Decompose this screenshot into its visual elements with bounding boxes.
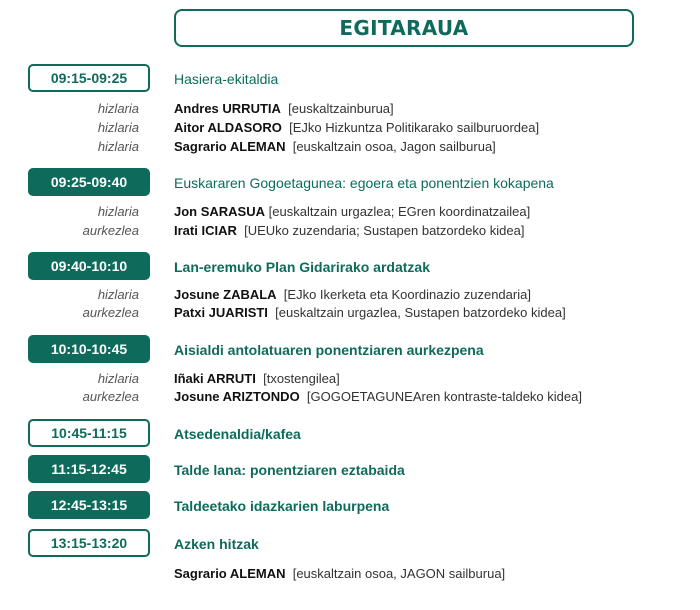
session-title-6: Talde lana: ponentziaren eztabaida [174,462,405,478]
session-title-5: Atsedenaldia/kafea [174,426,301,442]
speaker-name: Jon SARASUA [174,204,266,219]
session-title-4: Aisialdi antolatuaren ponentziaren aurkezpena [174,342,484,358]
speaker-desc: [txostengilea] [263,371,340,386]
speaker-line [174,371,340,386]
session-title-1: Hasiera-ekitaldia [174,71,279,87]
speaker-role: hizlaria [97,371,139,386]
speaker-desc: [euskaltzain urgazlea; EGren koordinatzailea] [268,204,531,219]
speaker-desc: [GOGOETAGUNEAren kontraste-taldeko kidea] [306,389,582,404]
session-title-3: Lan-eremuko Plan Gidarirako ardatzak [174,259,430,275]
speaker-desc: [UEUko zuzendaria; Sustapen batzordeko kidea] [244,223,525,238]
time-slot-5: 10:45-11:15 [28,419,150,447]
speaker-desc: [euskaltzainburua] [288,101,394,116]
time-slot-4: 10:10-10:45 [28,335,150,363]
speaker-line [174,389,582,404]
speaker-line [174,120,539,135]
time-slot-2: 09:25-09:40 [28,168,150,196]
speaker-line [174,204,530,219]
time-slot-3: 09:40-10:10 [28,252,150,280]
time-slot-7: 12:45-13:15 [28,491,150,519]
speaker-line [174,287,531,302]
speaker-name: Irati ICIAR [174,223,237,238]
speaker-name: Iñaki ARRUTI [174,371,256,386]
speaker-name: Andres URRUTIA [174,101,281,116]
speaker-role: hizlaria [97,120,139,135]
speaker-desc: [euskaltzain osoa, Jagon sailburua] [292,139,496,154]
page-title: EGITARAUA [339,16,469,40]
speaker-desc: [euskaltzain osoa, JAGON sailburua] [292,566,506,581]
session-title-8: Azken hitzak [174,536,259,552]
time-slot-6: 11:15-12:45 [28,455,150,483]
speaker-line [174,305,566,320]
speaker-role: hizlaria [97,204,139,219]
speaker-line [174,566,505,581]
speaker-name: Sagrario ALEMAN [174,139,286,154]
session-title-2: Euskararen Gogoetagunea: egoera eta ponentzien kokapena [174,175,554,191]
speaker-name: Josune ARIZTONDO [174,389,300,404]
session-title-7: Taldeetako idazkarien laburpena [174,498,390,514]
time-slot-8: 13:15-13:20 [28,529,150,557]
speaker-line [174,139,496,154]
speaker-name: Sagrario ALEMAN [174,566,286,581]
speaker-name: Aitor ALDASORO [174,120,282,135]
speaker-role: aurkezlea [82,389,139,404]
speaker-line [174,223,524,238]
time-slot-1: 09:15-09:25 [28,64,150,92]
speaker-role: hizlaria [97,139,139,154]
speaker-name: Patxi JUARISTI [174,305,268,320]
speaker-desc: [euskaltzain urgazlea, Sustapen batzordeko kidea] [275,305,566,320]
speaker-role: hizlaria [97,287,139,302]
speaker-role: aurkezlea [82,305,139,320]
title-box [174,9,634,47]
speaker-line [174,101,394,116]
speaker-role: aurkezlea [82,223,139,238]
speaker-desc: [EJko Hizkuntza Politikarako sailburuordea] [289,120,540,135]
speaker-desc: [EJko Ikerketa eta Koordinazio zuzendaria] [283,287,531,302]
speaker-name: Josune ZABALA [174,287,277,302]
speaker-role: hizlaria [97,101,139,116]
